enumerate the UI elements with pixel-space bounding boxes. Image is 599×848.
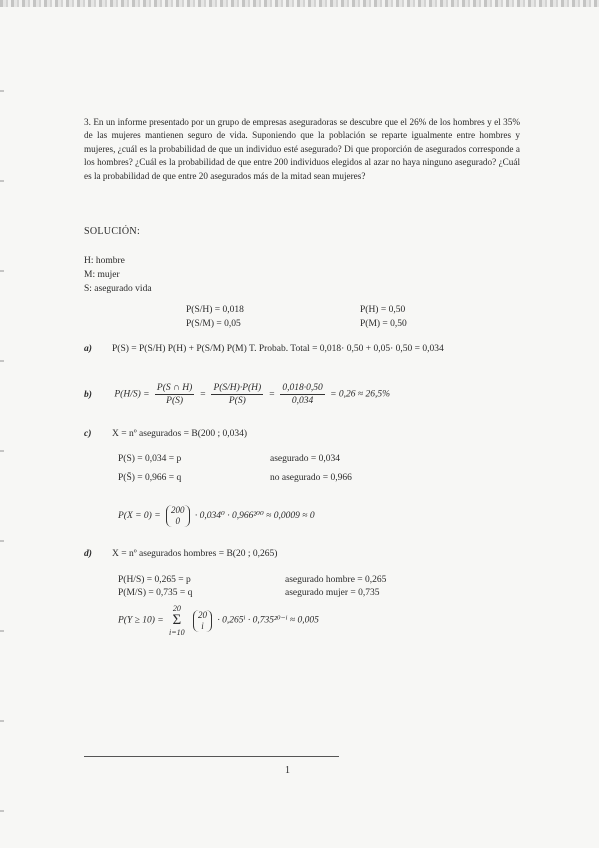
part-a-text: P(S) = P(S/H) P(H) + P(S/M) P(M) T. Probab. Total = 0,018· 0,50 + 0,05· 0,50 = 0,034 — [112, 344, 444, 354]
definition-hombre: H: hombre — [84, 256, 125, 266]
scan-noise-top — [0, 0, 599, 7]
part-d-q: P(M/S) = 0,735 = q — [118, 588, 193, 598]
solution-heading: SOLUCIÓN: — [84, 226, 141, 237]
given-psh: P(S/H) = 0,018 — [186, 305, 244, 315]
part-c-intro: c) X = nº asegurados = B(200 ; 0,034) — [84, 429, 248, 439]
part-a-label: a) — [84, 344, 92, 354]
part-b-result: = 0,26 ≈ 26,5% — [330, 389, 391, 400]
part-c-q-desc: no asegurado = 0,966 — [270, 473, 352, 483]
part-d-p: P(H/S) = 0,265 = p — [118, 575, 191, 585]
given-ph: P(H) = 0,50 — [360, 305, 406, 315]
part-c-p: P(S) = 0,034 = p — [118, 454, 182, 464]
part-c-label: c) — [84, 429, 92, 439]
binomial-coefficient-d: 20 i — [193, 610, 212, 632]
part-c-q: P(S̄) = 0,966 = q — [118, 473, 182, 483]
part-d-intro: d) X = nº asegurados hombres = B(20 ; 0,265) — [84, 549, 278, 559]
definition-asegurado: S: asegurado vida — [84, 284, 152, 294]
given-probabilities-right — [360, 303, 407, 331]
part-c-p-desc: asegurado = 0,034 — [270, 454, 340, 464]
binomial-coefficient: 200 0 — [166, 505, 190, 527]
part-a — [84, 343, 520, 356]
part-d-label: d) — [84, 549, 92, 559]
part-d-q-desc: asegurado mujer = 0,735 — [285, 588, 380, 598]
given-psm: P(S/M) = 0,05 — [186, 319, 241, 329]
part-c-formula: P(X = 0) = 200 0 · 0,034⁰ · 0,966²⁰⁰ ≈ 0,0009 ≈ 0 — [118, 505, 315, 526]
given-probabilities-left — [186, 303, 244, 331]
problem-text: 3. En un informe presentado por un grupo de empresas aseguradoras se descubre que el 26% de los hombres y el 35% de las mujeres mantienen seguro de vida. Suponiendo que la población se reparte igualmente entre hombres y mujeres, ¿cuál es la probabilidad de que un individuo esté asegurado? Di que proporción de asegurados corresponde a los hombres? ¿Cuál es la probabilidad de que entre 200 individuos elegidos al azar no haya ninguno asegurado? ¿Cuál es la probabilidad de que entre 20 asegurados más de la mitad sean mujeres? — [84, 117, 520, 181]
definitions — [84, 254, 152, 296]
fraction-numeric: $\frac{0,018\cdot 0,50}{0,034}$ — [282, 383, 323, 406]
footer-rule — [84, 756, 339, 757]
definition-mujer: M: mujer — [84, 270, 120, 280]
fraction-bayes: $\frac{P(S/H)\cdot P(H)}{P(S)}$ — [213, 383, 262, 406]
given-pm: P(M) = 0,50 — [360, 319, 407, 329]
part-b-label: b) — [84, 389, 92, 400]
part-d-formula: P(Y ≥ 10) = 20 Σ i=10 20 i · 0,265ⁱ · 0,735²⁰⁻ⁱ ≈ 0,005 — [118, 604, 319, 637]
part-b: b) P(H/S) = $\frac{P(S \cap H)}{P(S)}$ = $\frac{P(S/H)\cdot P(H)}{P(S)}$ = $\frac{0,018\cdot 0,50}{0,034}$ = 0,26 ≈ 26,5% — [84, 383, 391, 406]
scan-noise-left — [0, 30, 4, 830]
fraction-intersection: $\frac{P(S \cap H)}{P(S)}$ — [156, 383, 193, 406]
summation-sign: 20 Σ i=10 — [169, 604, 185, 637]
part-d-p-desc: asegurado hombre = 0,265 — [285, 575, 387, 585]
page-number: 1 — [285, 765, 290, 776]
problem-statement — [84, 116, 520, 183]
part-b-lhs: P(H/S) = — [114, 389, 150, 400]
